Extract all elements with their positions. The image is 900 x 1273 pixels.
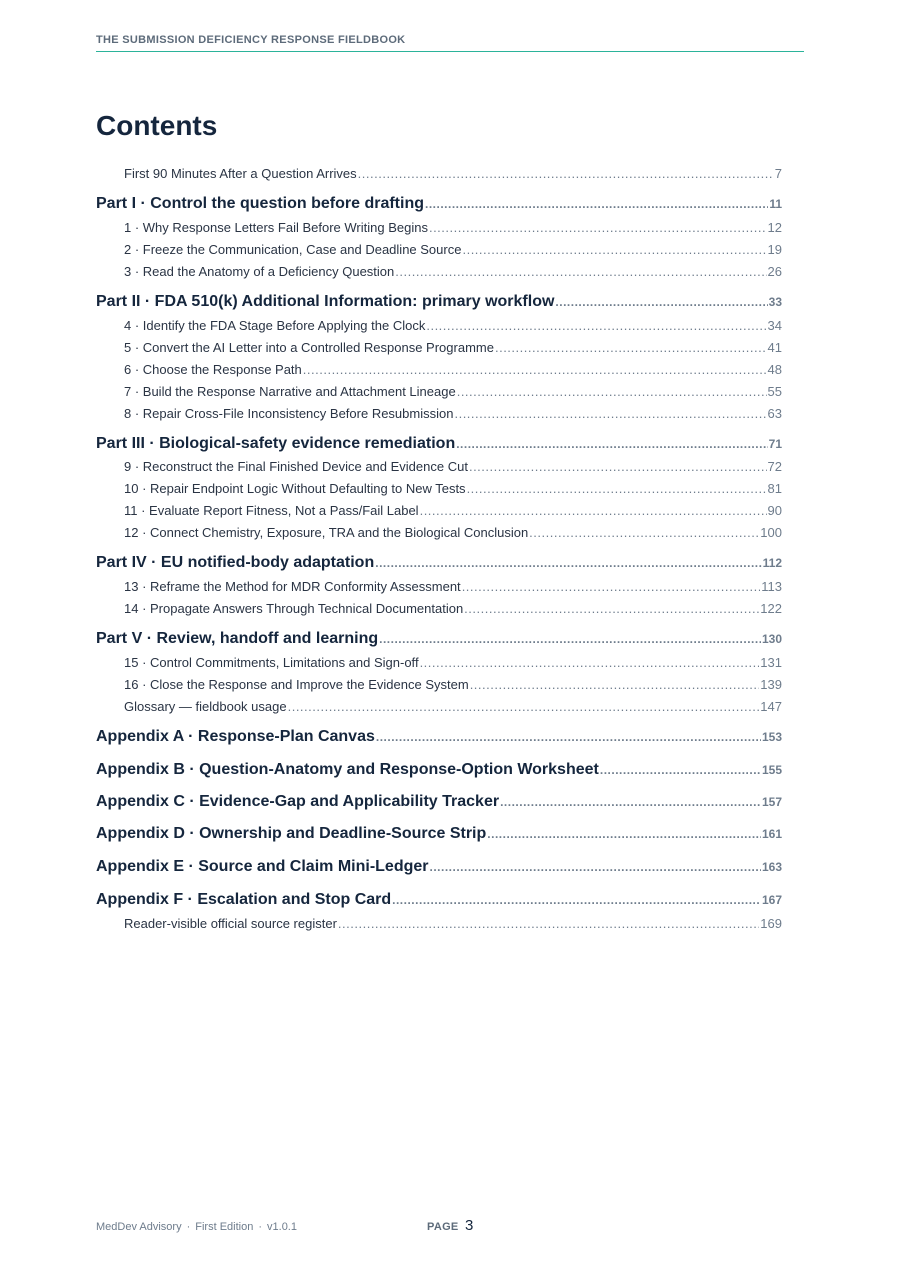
toc-dot-leader [555,295,767,309]
footer-page-indicator [427,1217,473,1235]
footer-version: v1.0.1 [267,1221,297,1233]
toc-page-number: 81 [767,481,782,496]
toc-page-number: 157 [761,795,782,809]
toc-entry[interactable] [124,916,782,931]
toc-entry-title: 5 · Convert the AI Letter into a Controlled Response Programme [124,340,494,355]
running-header: THE SUBMISSION DEFICIENCY RESPONSE FIELDBOOK [96,34,804,52]
toc-part-entry[interactable] [96,435,782,453]
toc-page-number: 155 [761,763,782,777]
toc-dot-leader [500,795,761,809]
toc-page-number: 55 [767,384,782,399]
toc-dot-leader [454,406,766,421]
toc-entry-title: Part IV · EU notified-body adaptation [96,554,375,571]
toc-dot-leader [379,632,761,646]
toc-entry-title: Reader-visible official source register [124,916,337,931]
toc-part-entry[interactable] [96,793,782,811]
toc-page-number: 131 [760,655,782,670]
toc-entry-title: Appendix D · Ownership and Deadline-Source Strip [96,825,487,842]
toc-entry-title: 11 · Evaluate Report Fitness, Not a Pass/Fail Label [124,503,419,518]
toc-page-number: 153 [761,730,782,744]
toc-dot-leader [495,340,767,355]
toc-entry[interactable] [124,384,782,399]
toc-entry-title: 8 · Repair Cross-File Inconsistency Before Resubmission [124,406,454,421]
toc-entry[interactable] [124,503,782,518]
toc-dot-leader [457,384,767,399]
toc-dot-leader [529,525,759,540]
toc-dot-leader [395,264,766,279]
toc-dot-leader [392,893,761,907]
toc-page-number: 26 [767,264,782,279]
toc-page-number: 163 [761,860,782,874]
toc-part-entry[interactable] [96,858,782,876]
toc-entry-title: Part II · FDA 510(k) Additional Information: primary workflow [96,293,555,310]
toc-page-number: 112 [762,556,782,570]
toc-entry[interactable] [124,362,782,377]
footer-imprint [96,1221,297,1233]
toc-entry-title: 10 · Repair Endpoint Logic Without Defaulting to New Tests [124,481,466,496]
toc-part-entry[interactable] [96,293,782,311]
toc-dot-leader [303,362,767,377]
toc-part-entry[interactable] [96,728,782,746]
toc-part-entry[interactable] [96,630,782,648]
toc-entry[interactable] [124,264,782,279]
toc-dot-leader [470,677,760,692]
toc-entry-title: Glossary — fieldbook usage [124,699,287,714]
toc-part-entry[interactable] [96,761,782,779]
toc-dot-leader [464,601,759,616]
toc-page-number: 167 [761,893,782,907]
toc-dot-leader [420,655,760,670]
toc-entry-title: Appendix B · Question-Anatomy and Response-Option Worksheet [96,761,599,778]
toc-page-number: 122 [760,601,782,616]
toc-entry-title: 7 · Build the Response Narrative and Attachment Lineage [124,384,456,399]
toc-entry[interactable] [124,220,782,235]
toc-dot-leader [358,166,774,181]
toc-page-number: 12 [767,220,782,235]
toc-page-number: 161 [761,827,782,841]
toc-dot-leader [487,827,761,841]
toc-entry[interactable] [124,406,782,421]
toc-entry[interactable] [124,525,782,540]
toc-entry-title: First 90 Minutes After a Question Arrives [124,166,357,181]
toc-entry[interactable] [124,242,782,257]
toc-page-number: 19 [767,242,782,257]
toc-dot-leader [429,860,760,874]
toc-part-entry[interactable] [96,195,782,213]
toc-page-number: 34 [767,318,782,333]
toc-page-number: 113 [761,579,782,594]
toc-page-number: 139 [760,677,782,692]
toc-page-number: 130 [761,632,782,646]
toc-entry-title: 16 · Close the Response and Improve the Evidence System [124,677,469,692]
toc-dot-leader [425,197,768,211]
toc-entry[interactable] [124,655,782,670]
toc-page-number: 33 [768,295,782,309]
toc-dot-leader [600,763,761,777]
toc-entry-title: 14 · Propagate Answers Through Technical Documentation [124,601,464,616]
toc-entry-title: 9 · Reconstruct the Final Finished Device and Evidence Cut [124,459,468,474]
toc-dot-leader [375,556,761,570]
toc-page-number: 147 [760,699,782,714]
toc-page-number: 71 [768,437,782,451]
toc-dot-leader [462,242,766,257]
footer-publisher: MedDev Advisory [96,1221,182,1233]
toc-entry[interactable] [124,677,782,692]
toc-page-number: 100 [760,525,782,540]
toc-dot-leader [420,503,767,518]
footer-page-label: PAGE [427,1221,459,1233]
toc-entry[interactable] [124,340,782,355]
toc-page-number: 72 [767,459,782,474]
toc-dot-leader [426,318,766,333]
toc-entry[interactable] [124,166,782,181]
toc-entry-title: 1 · Why Response Letters Fail Before Writing Begins [124,220,428,235]
toc-entry-title: Appendix A · Response-Plan Canvas [96,728,375,745]
toc-entry-title: 3 · Read the Anatomy of a Deficiency Question [124,264,395,279]
toc-entry-title: 13 · Reframe the Method for MDR Conformity Assessment [124,579,461,594]
toc-entry-title: 2 · Freeze the Communication, Case and Deadline Source [124,242,462,257]
toc-entry[interactable] [124,579,782,594]
toc-entry-title: 12 · Connect Chemistry, Exposure, TRA and the Biological Conclusion [124,525,529,540]
toc-entry-title: 4 · Identify the FDA Stage Before Applying the Clock [124,318,426,333]
toc-page-number: 169 [760,916,782,931]
footer-separator: · [186,1221,191,1233]
toc-dot-leader [288,699,760,714]
toc-entry[interactable] [124,318,782,333]
toc-entry-title: Part III · Biological-safety evidence remediation [96,435,456,452]
toc-dot-leader [429,220,767,235]
toc-dot-leader [456,437,767,451]
toc-entry[interactable] [124,481,782,496]
toc-page-number: 11 [769,197,782,211]
toc-entry-title: Part I · Control the question before drafting [96,195,424,212]
toc-entry[interactable] [124,601,782,616]
toc-entry-title: 6 · Choose the Response Path [124,362,302,377]
toc-entry-title: Part V · Review, handoff and learning [96,630,379,647]
footer-page-number: 3 [465,1217,474,1234]
toc-page-number: 90 [767,503,782,518]
toc-entry[interactable] [124,459,782,474]
toc-dot-leader [469,459,767,474]
toc-entry-title: Appendix F · Escalation and Stop Card [96,891,392,908]
toc-part-entry[interactable] [96,891,782,909]
page-title: Contents [96,110,218,141]
toc-page-number: 63 [767,406,782,421]
footer-edition: First Edition [195,1221,254,1233]
toc-dot-leader [462,579,761,594]
toc-entry[interactable] [124,699,782,714]
toc-dot-leader [467,481,767,496]
footer-separator: · [258,1221,263,1233]
toc-entry-title: Appendix C · Evidence-Gap and Applicability Tracker [96,793,500,810]
toc-dot-leader [376,730,761,744]
toc-page-number: 7 [774,166,782,181]
toc-part-entry[interactable] [96,825,782,843]
toc-entry-title: 15 · Control Commitments, Limitations and Sign-off [124,655,419,670]
toc-dot-leader [338,916,759,931]
toc-entry-title: Appendix E · Source and Claim Mini-Ledger [96,858,429,875]
toc-page-number: 41 [767,340,782,355]
toc-page-number: 48 [767,362,782,377]
toc-part-entry[interactable] [96,554,782,572]
